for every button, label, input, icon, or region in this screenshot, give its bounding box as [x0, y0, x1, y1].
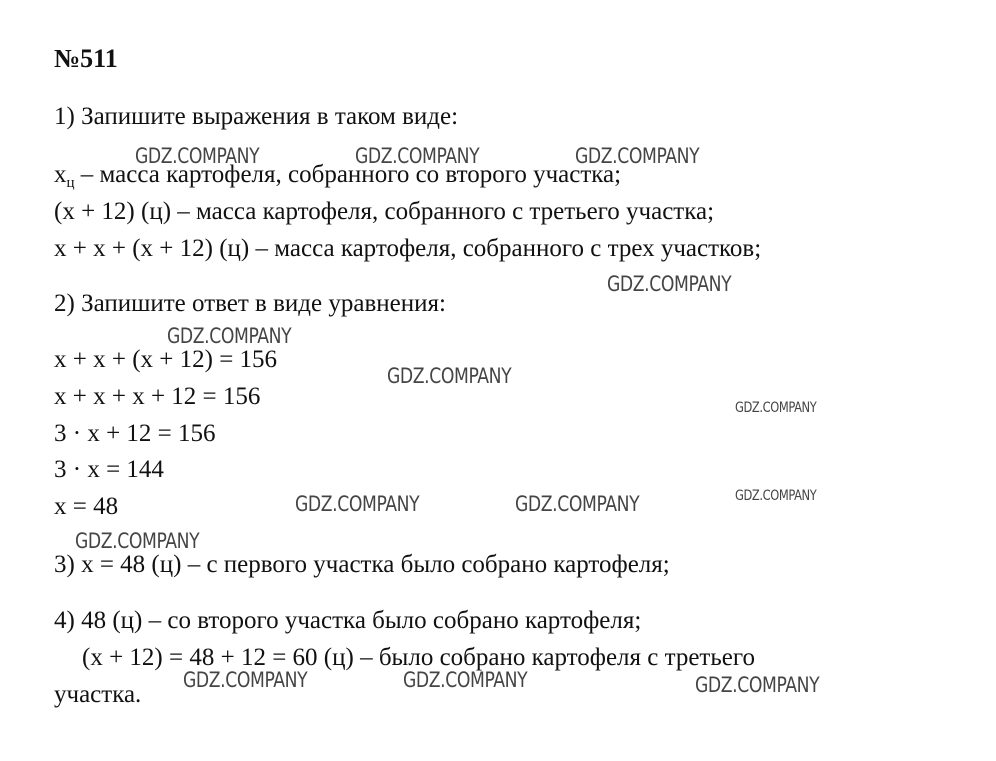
section4-line1: 4) 48 (ц) – со второго участка было собрано картофеля;: [54, 607, 642, 634]
problem-number: №511: [54, 44, 118, 73]
variable-subscript: ц: [66, 175, 75, 191]
section3-line: 3) x = 48 (ц) – с первого участка было собрано картофеля;: [54, 551, 670, 578]
watermark: GDZ.COMPANY: [575, 144, 700, 168]
variable-x: x: [54, 161, 67, 188]
section4-line3: участка.: [54, 681, 142, 708]
section1-line3: x + x + (x + 12) (ц) – масса картофеля, собранного с трех участков;: [54, 235, 762, 262]
watermark: GDZ.COMPANY: [355, 144, 480, 168]
watermark: GDZ.COMPANY: [75, 529, 200, 553]
watermark: GDZ.COMPANY: [167, 324, 292, 348]
equation-step-1: x + x + (x + 12) = 156: [54, 346, 278, 373]
section1-heading: 1) Запишите выражения в таком виде:: [54, 103, 459, 130]
watermark: GDZ.COMPANY: [387, 364, 512, 388]
section1-line1-text: – масса картофеля, собранного со второго участка;: [74, 161, 622, 188]
watermark: GDZ.COMPANY: [735, 400, 817, 416]
watermark: GDZ.COMPANY: [403, 668, 528, 692]
equation-step-5: x = 48: [54, 493, 119, 520]
equation-step-2: x + x + x + 12 = 156: [54, 383, 261, 410]
watermark: GDZ.COMPANY: [183, 668, 308, 692]
watermark: GDZ.COMPANY: [735, 488, 817, 504]
equation-step-4: 3 · x = 144: [54, 456, 164, 483]
watermark: GDZ.COMPANY: [515, 492, 640, 516]
section2-heading: 2) Запишите ответ в виде уравнения:: [54, 290, 446, 317]
equation-step-3: 3 · x + 12 = 156: [54, 420, 216, 447]
section1-line2: (x + 12) (ц) – масса картофеля, собранного с третьего участка;: [54, 198, 715, 225]
watermark: GDZ.COMPANY: [695, 673, 820, 697]
watermark: GDZ.COMPANY: [295, 492, 420, 516]
watermark: GDZ.COMPANY: [607, 272, 732, 296]
watermark: GDZ.COMPANY: [135, 144, 260, 168]
section4-line2: (x + 12) = 48 + 12 = 60 (ц) – было собрано картофеля с третьего: [82, 644, 755, 671]
